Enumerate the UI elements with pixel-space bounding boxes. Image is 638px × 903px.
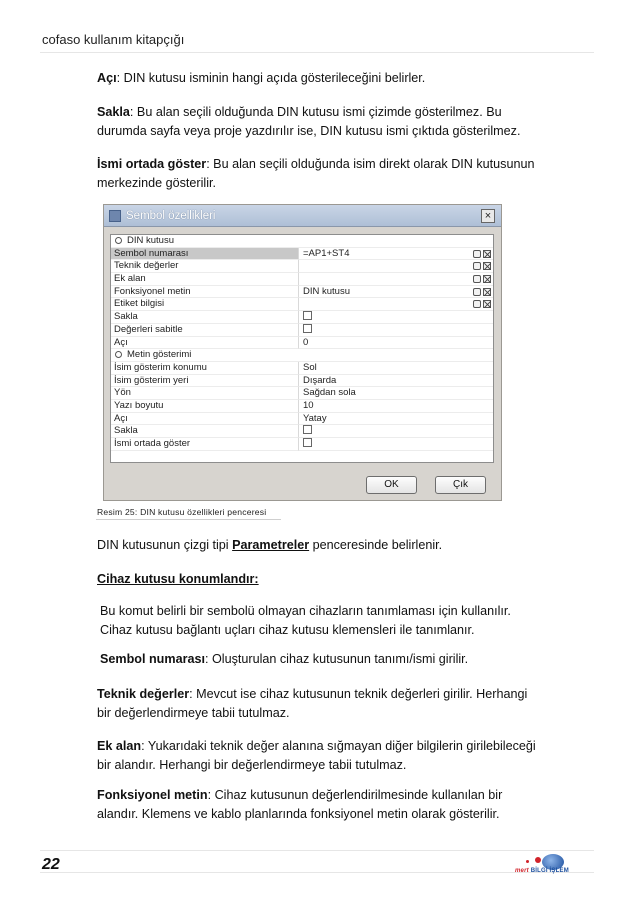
row-label: İsmi ortada göster [111, 438, 299, 451]
header-rule [40, 52, 594, 53]
dialog-titlebar [104, 205, 501, 227]
text-ek-2: bir alandır. Herhangi bir değerlendirmeye tabii tutulmaz. [97, 758, 407, 772]
row-value[interactable] [299, 273, 493, 286]
table-row[interactable] [111, 375, 493, 388]
table-row[interactable] [111, 438, 493, 451]
text-ismi-ortada-2: merkezinde gösterilir. [97, 176, 216, 190]
text-aci: : DIN kutusu isminin hangi açıda gösterileceğini belirler. [116, 71, 426, 85]
row-label: Sembol numarası [111, 248, 299, 261]
running-header: cofaso kullanım kitapçığı [42, 32, 185, 47]
row-value[interactable] [299, 311, 493, 324]
term-sembol: Sembol numarası [100, 652, 205, 666]
text-sakla-2: durumda sayfa veya proje yazdırılır ise, DIN kutusu ismi çıktıda gösterilmez. [97, 124, 521, 138]
row-label: Ek alan [111, 273, 299, 286]
row-label: Değerleri sabitle [111, 324, 299, 337]
text-ek-1: : Yukarıdaki teknik değer alanına sığmayan diğer bilgilerin girilebileceği [141, 739, 536, 753]
table-row[interactable] [111, 273, 493, 286]
text-sembol: : Oluşturulan cihaz kutusunun tanımı/ismi girilir. [204, 652, 469, 666]
logo-dot-small [526, 860, 529, 863]
text-sakla-1: : Bu alan seçili olduğunda DIN kutusu ismi çizimde gösterilmez. Bu [129, 105, 502, 119]
row-value[interactable]: Yatay [299, 413, 493, 426]
edit-icon[interactable] [473, 250, 481, 258]
clear-icon[interactable] [483, 288, 491, 296]
value-text: DIN kutusu [303, 285, 350, 297]
text-teknik-1: : Mevcut ise cihaz kutusunun teknik değerleri girilir. Herhangi [189, 687, 528, 701]
group-label [111, 235, 299, 248]
body-line-2: Cihaz kutusu bağlantı uçları cihaz kutusu klemensleri ile tanımlanır. [100, 623, 475, 637]
footer-rule-bottom [40, 872, 594, 873]
group-row-metin-gosterimi[interactable] [111, 349, 493, 362]
clear-icon[interactable] [483, 300, 491, 308]
row-value[interactable] [299, 324, 493, 337]
row-value[interactable] [299, 248, 493, 261]
group-spacer [299, 349, 493, 362]
row-value[interactable]: Sol [299, 362, 493, 375]
paragraph-teknik [97, 685, 597, 723]
term-teknik: Teknik değerler [97, 687, 190, 701]
edit-icon[interactable] [473, 275, 481, 283]
table-row[interactable] [111, 337, 493, 350]
din-line-post: penceresinde belirlenir. [309, 538, 443, 552]
company-logo [512, 850, 592, 878]
paragraph-ek-alan [97, 737, 597, 775]
edit-icon[interactable] [473, 262, 481, 270]
term-ismi-ortada: İsmi ortada göster [97, 157, 207, 171]
row-value[interactable] [299, 260, 493, 273]
table-row[interactable] [111, 425, 493, 438]
group-title: Metin gösterimi [127, 349, 192, 361]
table-row[interactable] [111, 311, 493, 324]
text-ismi-ortada-1: : Bu alan seçili olduğunda isim direkt olarak DIN kutusunun [206, 157, 535, 171]
properties-table [110, 234, 494, 463]
symbol-properties-dialog [103, 204, 502, 501]
paragraph-sakla [97, 103, 597, 141]
logo-wordmark [515, 868, 569, 874]
figure-caption: Resim 25: DIN kutusu özellikleri penceresi [97, 507, 267, 517]
group-row-din-kutusu[interactable] [111, 235, 493, 248]
table-row[interactable] [111, 324, 493, 337]
group-spacer [299, 235, 493, 248]
ok-button[interactable]: OK [366, 476, 417, 494]
table-row[interactable] [111, 387, 493, 400]
section-heading [97, 570, 597, 589]
group-title: DIN kutusu [127, 235, 174, 246]
cancel-button[interactable]: Çık [435, 476, 486, 494]
text-fonk-2: alandır. Klemens ve kablo planlarında fonksiyonel metin olarak gösterilir. [97, 807, 500, 821]
collapse-icon[interactable] [115, 351, 122, 358]
body-line-1: Bu komut belirli bir sembolü olmayan cihazların tanımlaması için kullanılır. [100, 604, 511, 618]
text-teknik-2: bir değerlendirmeye tabii tutulmaz. [97, 706, 290, 720]
row-label: Fonksiyonel metin [111, 286, 299, 299]
row-label: İsim gösterim konumu [111, 362, 299, 375]
footer-rule [40, 850, 594, 851]
paragraph-sembol-numarasi [100, 650, 600, 669]
table-row[interactable] [111, 362, 493, 375]
row-label: Yön [111, 387, 299, 400]
table-row[interactable] [111, 260, 493, 273]
row-value[interactable] [299, 438, 493, 451]
checkbox[interactable] [303, 425, 312, 434]
checkbox[interactable] [303, 438, 312, 447]
logo-text-bilgi: BİLGİ İŞLEM [530, 868, 569, 874]
paragraph-fonksiyonel [97, 786, 597, 824]
row-label: Etiket bilgisi [111, 298, 299, 311]
row-value[interactable] [299, 286, 493, 299]
section-heading-text: Cihaz kutusu konumlandır: [97, 572, 259, 586]
table-row[interactable] [111, 298, 493, 311]
value-text: =AP1+ST4 [303, 247, 350, 259]
clear-icon[interactable] [483, 250, 491, 258]
row-label: Sakla [111, 311, 299, 324]
clear-icon[interactable] [483, 262, 491, 270]
table-row[interactable] [111, 248, 493, 261]
paragraph-din-line [97, 536, 597, 555]
din-line-pre: DIN kutusunun çizgi tipi [97, 538, 233, 552]
term-ek: Ek alan [97, 739, 142, 753]
row-value[interactable] [299, 298, 493, 311]
row-label: Açı [111, 337, 299, 350]
row-value[interactable]: Sağdan sola [299, 387, 493, 400]
close-icon[interactable]: × [481, 209, 495, 223]
table-row[interactable] [111, 413, 493, 426]
table-row[interactable] [111, 400, 493, 413]
checkbox[interactable] [303, 311, 312, 320]
logo-text-mert: mert [515, 868, 529, 874]
parametreler-link[interactable]: Parametreler [232, 538, 310, 552]
paragraph-aci [97, 69, 597, 88]
row-label: Sakla [111, 425, 299, 438]
row-value[interactable]: 10 [299, 400, 493, 413]
edit-icon[interactable] [473, 288, 481, 296]
caption-rule [96, 519, 281, 520]
clear-icon[interactable] [483, 275, 491, 283]
edit-icon[interactable] [473, 300, 481, 308]
row-label: İsim gösterim yeri [111, 375, 299, 388]
row-value[interactable]: 0 [299, 337, 493, 350]
term-fonk: Fonksiyonel metin [97, 788, 208, 802]
text-fonk-1: : Cihaz kutusunun değerlendirilmesinde kullanılan bir [207, 788, 503, 802]
term-aci: Açı [97, 71, 117, 85]
checkbox[interactable] [303, 324, 312, 333]
row-label: Açı [111, 413, 299, 426]
dialog-title: Sembol özellikleri [126, 209, 216, 222]
logo-dot [535, 857, 541, 863]
table-row[interactable] [111, 286, 493, 299]
paragraph-cihaz-kutusu [100, 602, 600, 640]
page-number: 22 [42, 856, 60, 873]
row-value[interactable]: Dışarda [299, 375, 493, 388]
term-sakla: Sakla [97, 105, 130, 119]
row-value[interactable] [299, 425, 493, 438]
group-label [111, 349, 299, 362]
paragraph-ismi-ortada [97, 155, 597, 193]
app-icon [109, 210, 121, 222]
row-label: Teknik değerler [111, 260, 299, 273]
row-label: Yazı boyutu [111, 400, 299, 413]
collapse-icon[interactable] [115, 237, 122, 244]
